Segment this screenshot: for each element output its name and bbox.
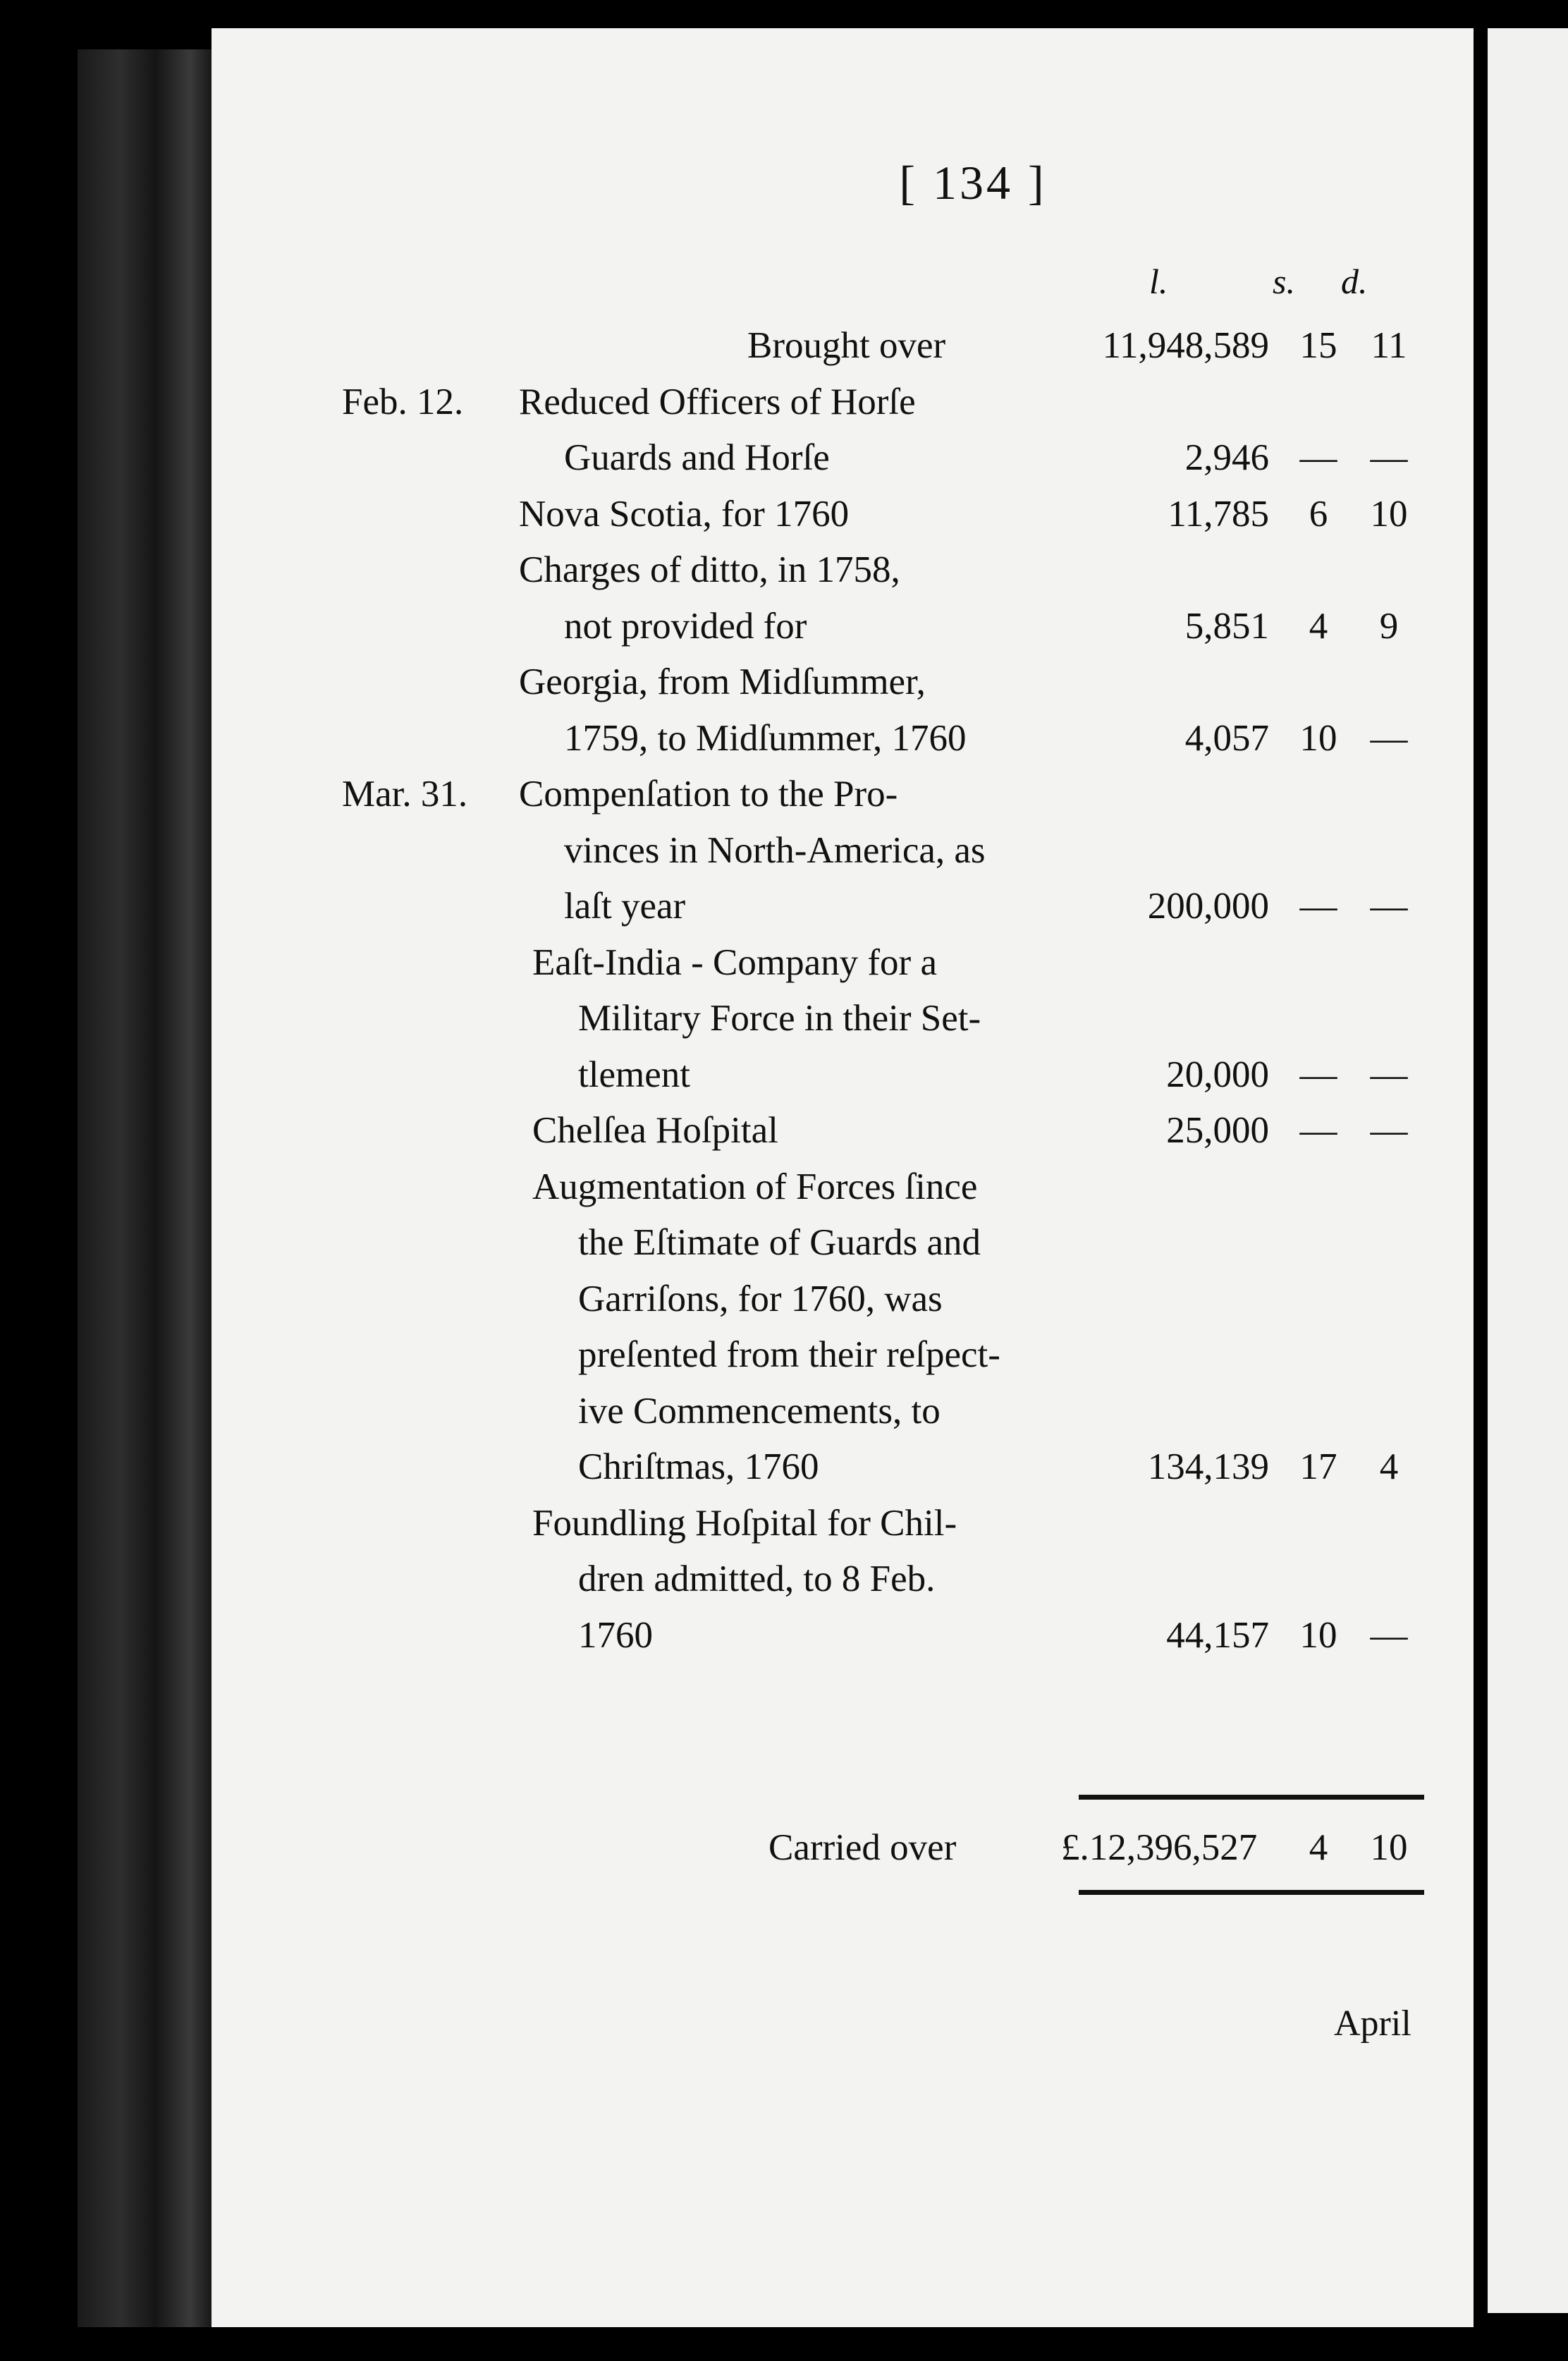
entry-pence: —	[1370, 717, 1408, 759]
entry-description: Military Force in their Set-	[578, 998, 981, 1039]
entry-pence: 11	[1371, 325, 1407, 366]
entry-description: dren admitted, to 8 Feb.	[578, 1558, 936, 1599]
ledger-row	[212, 654, 1474, 710]
entry-description: ive Commencements, to	[578, 1390, 941, 1432]
entry-shillings: 4	[1309, 605, 1328, 647]
entry-pounds: 20,000	[1166, 1054, 1269, 1095]
entry-pence: —	[1370, 1614, 1408, 1656]
ledger-row	[212, 1159, 1474, 1215]
carried-over-pounds: £.12,396,527	[1061, 1827, 1258, 1868]
ledger-row	[212, 542, 1474, 598]
entry-shillings: 10	[1299, 1614, 1337, 1656]
pence-column-head: d.	[1341, 262, 1368, 301]
ledger-row	[212, 822, 1474, 879]
entry-description: Chelſea Hoſpital	[532, 1110, 778, 1151]
entry-description: Charges of ditto, in 1758,	[519, 549, 900, 590]
total-rule-top	[1079, 1795, 1424, 1800]
entry-description: laſt year	[564, 886, 686, 927]
entry-description: Georgia, from Midſummer,	[519, 661, 926, 702]
entry-pounds: 25,000	[1166, 1110, 1269, 1151]
entry-description: not provided for	[564, 605, 807, 647]
entry-description: Augmentation of Forces ſince	[532, 1166, 978, 1207]
ledger-row	[212, 710, 1474, 767]
ledger-row	[212, 598, 1474, 654]
entry-shillings: —	[1299, 1110, 1337, 1151]
total-rule-bottom	[1079, 1890, 1424, 1895]
entry-pence: —	[1370, 886, 1408, 927]
entry-shillings: —	[1299, 1054, 1337, 1095]
entry-description: Chriſtmas, 1760	[578, 1446, 819, 1487]
entry-pounds: 11,948,589	[1102, 325, 1269, 366]
entry-description: tlement	[578, 1054, 690, 1095]
book-page	[212, 28, 1474, 2327]
entry-description: Foundling Hoſpital for Chil-	[532, 1502, 957, 1544]
entry-pounds: 134,139	[1147, 1446, 1269, 1487]
ledger-row	[212, 374, 1474, 430]
entry-shillings: 6	[1309, 493, 1328, 535]
shillings-column-head: s.	[1273, 262, 1295, 301]
pounds-column-head: l.	[1149, 262, 1168, 301]
next-page-edge	[1488, 28, 1568, 2313]
ledger-row	[212, 1551, 1474, 1607]
page-header: [ 134 ]	[899, 156, 1047, 209]
entry-description: 1759, to Midſummer, 1760	[564, 717, 967, 759]
ledger-row	[212, 1607, 1474, 1664]
carried-over-label: Carried over	[768, 1827, 957, 1868]
carried-over-pence: 10	[1370, 1827, 1408, 1868]
entry-description: Nova Scotia, for 1760	[519, 493, 850, 535]
entry-pence: —	[1370, 1110, 1408, 1151]
entry-pounds: 4,057	[1184, 717, 1269, 759]
ledger-row	[212, 766, 1474, 822]
ledger-row	[212, 1102, 1474, 1159]
carried-over-row	[212, 1819, 1474, 1876]
ledger-row	[212, 1439, 1474, 1495]
ledger-row	[212, 1383, 1474, 1439]
ledger-row	[212, 934, 1474, 991]
ledger-row	[212, 317, 1474, 374]
entry-description: Eaſt-India - Company for a	[532, 941, 937, 983]
book-spine	[78, 49, 219, 2327]
entry-description: vinces in North-America, as	[564, 829, 986, 871]
entry-pence: —	[1370, 1054, 1408, 1095]
entry-shillings: 17	[1299, 1446, 1337, 1487]
entry-pounds: 5,851	[1184, 605, 1269, 647]
entry-shillings: 10	[1299, 717, 1337, 759]
entry-pounds: 2,946	[1184, 437, 1269, 478]
entry-pence: —	[1370, 437, 1408, 478]
carried-over-shillings: 4	[1309, 1827, 1328, 1868]
entry-date: Feb. 12.	[342, 381, 464, 422]
entry-pence: 4	[1379, 1446, 1399, 1487]
entry-description: 1760	[578, 1614, 653, 1656]
entry-description: Guards and Horſe	[564, 437, 830, 478]
entry-description: the Eſtimate of Guards and	[578, 1222, 981, 1263]
entry-description: Brought over	[747, 325, 946, 366]
entry-date: Mar. 31.	[342, 774, 468, 815]
entry-shillings: 15	[1299, 325, 1337, 366]
ledger-row	[212, 1214, 1474, 1271]
ledger-row	[212, 878, 1474, 934]
catchword: April	[1334, 2003, 1411, 2044]
ledger-row	[212, 1271, 1474, 1327]
entry-pence: 10	[1370, 493, 1408, 535]
ledger-row	[212, 1326, 1474, 1383]
entry-pounds: 44,157	[1166, 1614, 1269, 1656]
entry-description: Compenſation to the Pro-	[519, 774, 898, 815]
entry-description: Garriſons, for 1760, was	[578, 1278, 943, 1319]
ledger-row	[212, 486, 1474, 542]
entry-pounds: 200,000	[1147, 886, 1269, 927]
ledger-row	[212, 1495, 1474, 1551]
entry-shillings: —	[1299, 886, 1337, 927]
ledger-row	[212, 429, 1474, 486]
entry-description: preſented from their reſpect-	[578, 1334, 1000, 1375]
ledger-row	[212, 990, 1474, 1047]
entry-pence: 9	[1379, 605, 1399, 647]
entry-description: Reduced Officers of Horſe	[519, 381, 916, 422]
ledger-row	[212, 1047, 1474, 1103]
entry-pounds: 11,785	[1168, 493, 1269, 535]
entry-shillings: —	[1299, 437, 1337, 478]
